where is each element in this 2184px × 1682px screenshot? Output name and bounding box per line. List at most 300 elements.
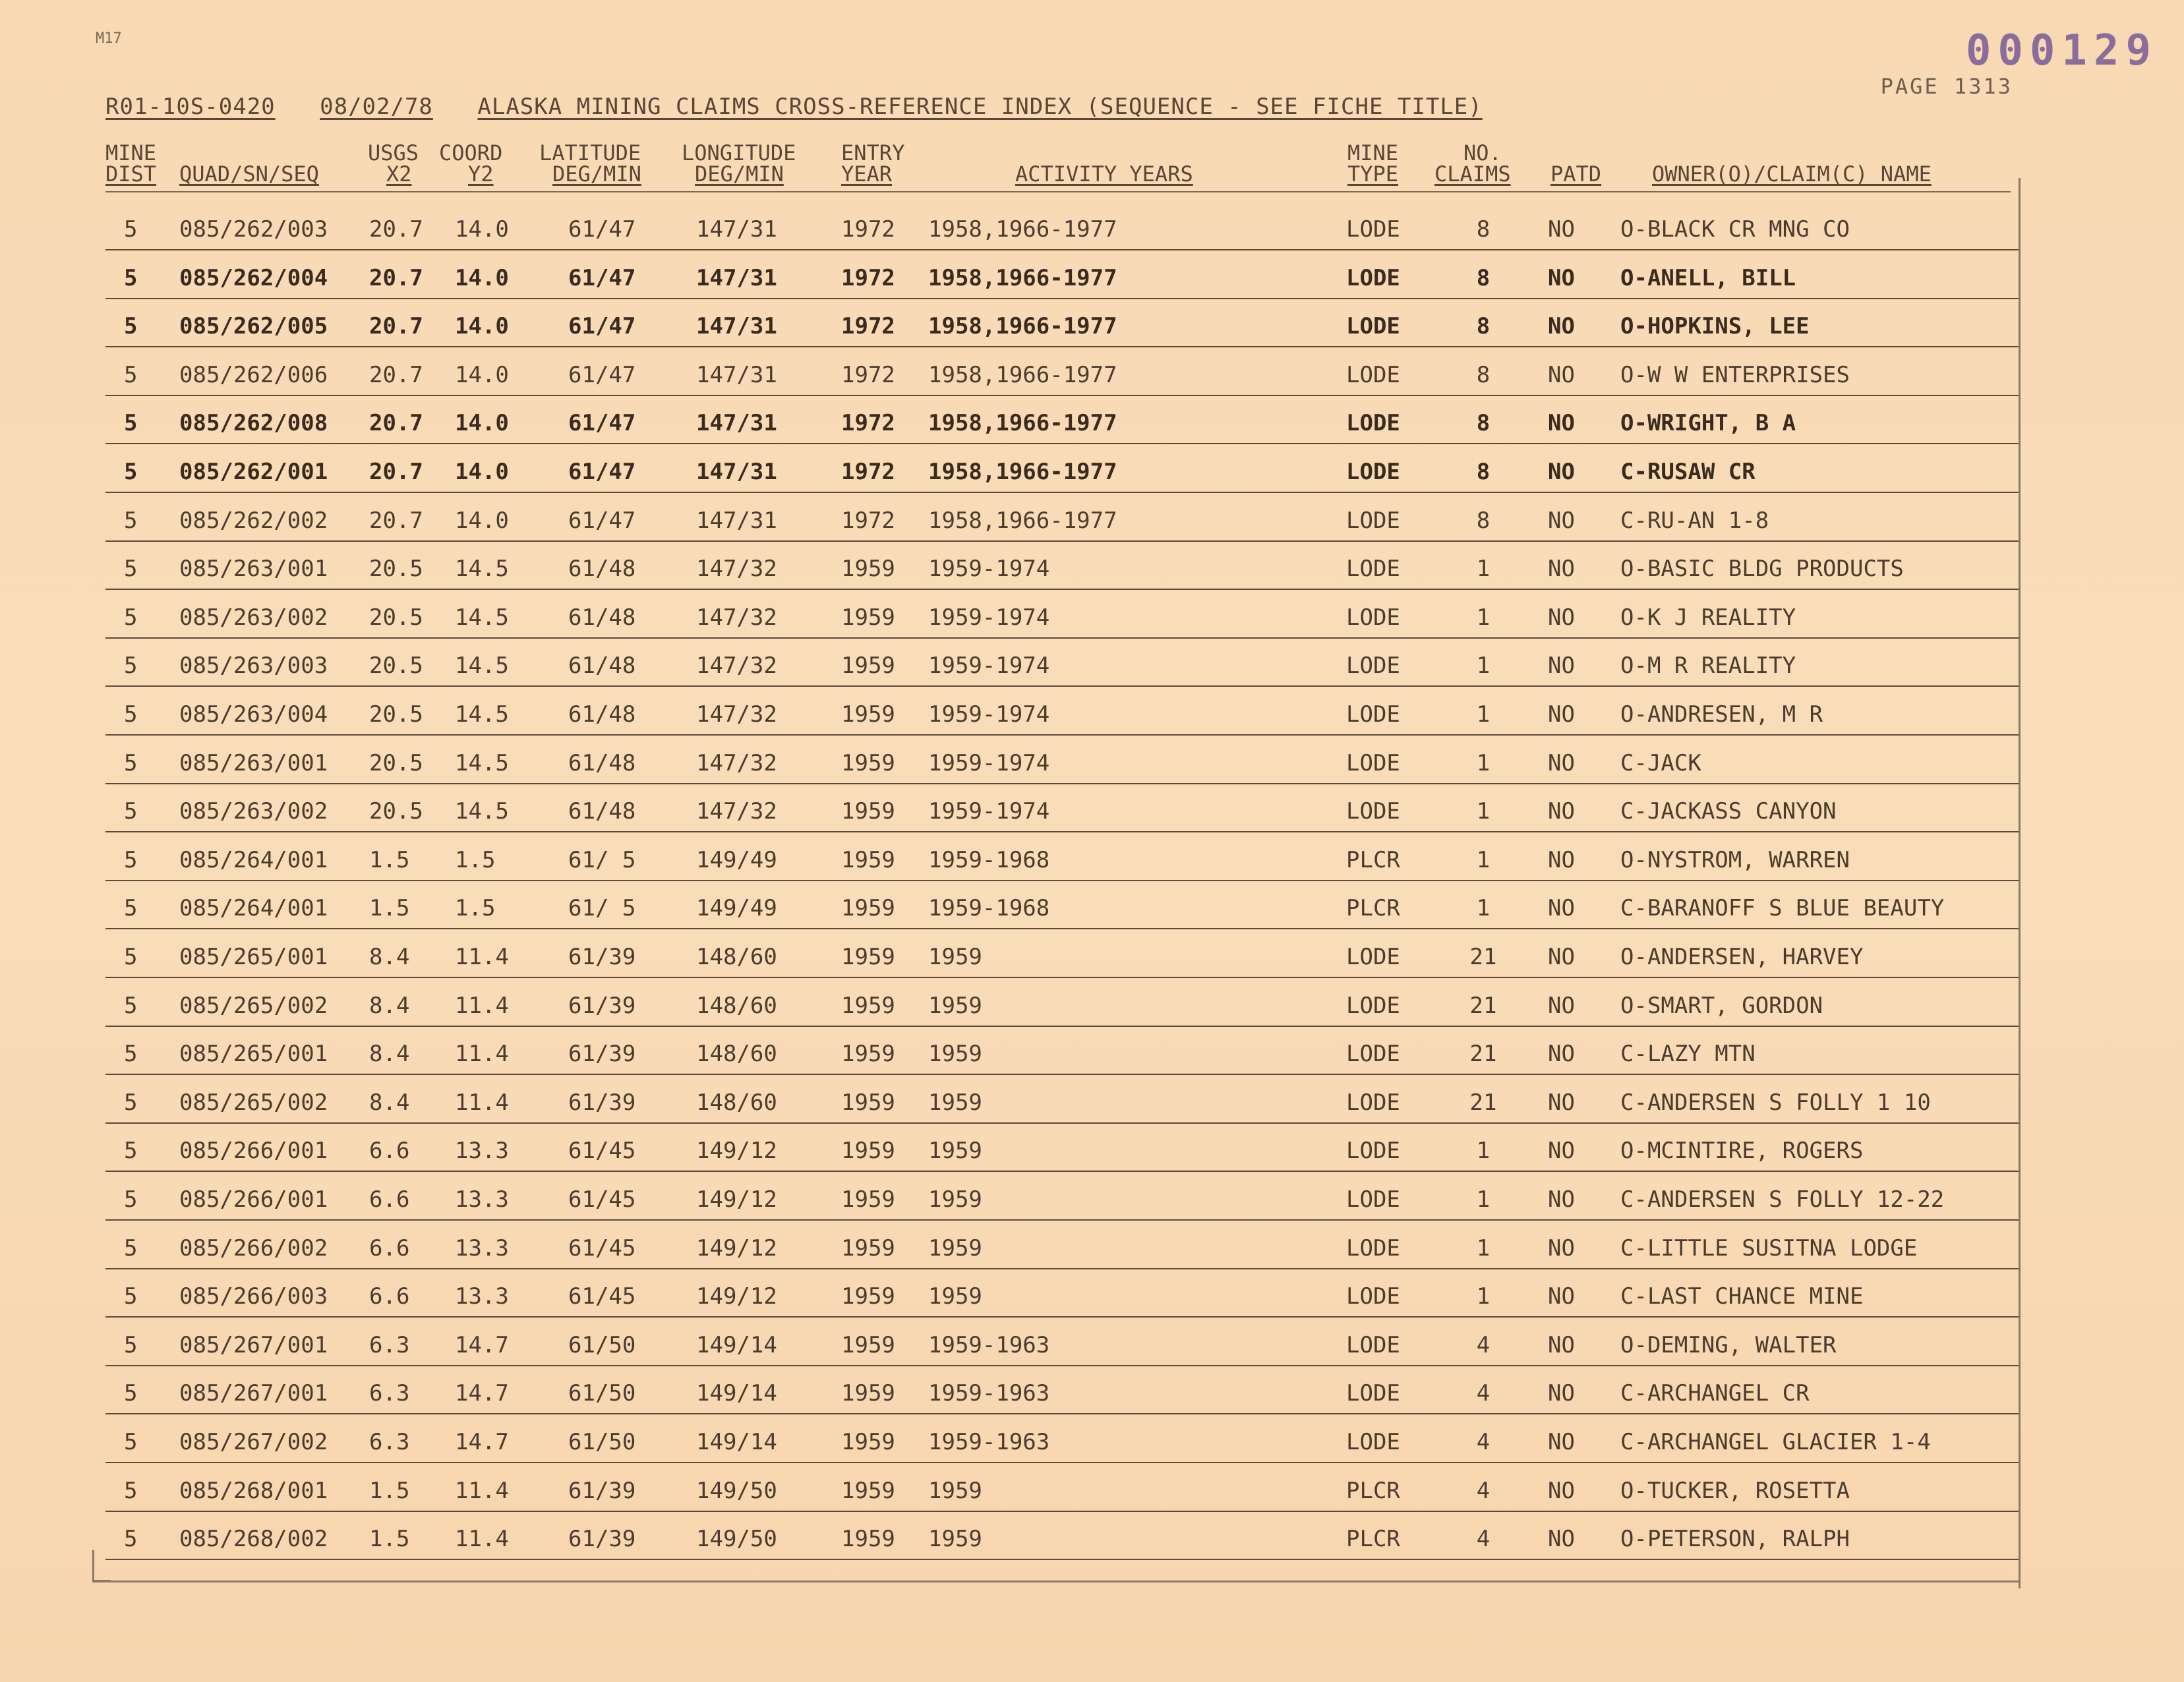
cell-patented: NO [1548, 313, 1575, 339]
cell-usgs-x2: 20.7 [369, 508, 423, 534]
cell-latitude: 61/ 5 [568, 847, 636, 873]
cell-usgs-x2: 1.5 [369, 1526, 410, 1552]
cell-quad-sn-seq: 085/266/001 [179, 1186, 328, 1213]
cell-longitude: 149/12 [696, 1138, 777, 1164]
cell-patented: NO [1548, 1429, 1575, 1455]
cell-no-claims: 1 [1476, 652, 1490, 679]
table-row [0, 1320, 2184, 1369]
cell-mine-dist: 5 [124, 1429, 138, 1455]
cell-mine-dist: 5 [124, 1235, 138, 1262]
cell-usgs-x2: 6.3 [369, 1429, 410, 1455]
colhead-latitude [539, 142, 641, 185]
cell-activity-years: 1959-1974 [928, 798, 1050, 825]
cell-coord-y2: 13.3 [455, 1186, 509, 1213]
cell-quad-sn-seq: 085/262/006 [179, 362, 328, 388]
cell-latitude: 61/47 [568, 508, 636, 534]
cell-latitude: 61/50 [568, 1332, 636, 1358]
cell-owner-claim-name: O-K J REALITY [1620, 604, 1796, 631]
table-row [0, 544, 2184, 593]
page-number: PAGE 1313 [1880, 74, 2013, 99]
cell-patented: NO [1548, 993, 1575, 1019]
cell-entry-year: 1959 [841, 1041, 895, 1067]
cell-coord-y2: 13.3 [455, 1138, 509, 1164]
cell-quad-sn-seq: 085/264/001 [179, 847, 328, 873]
cell-entry-year: 1972 [841, 459, 895, 485]
cell-entry-year: 1972 [841, 362, 895, 388]
cell-mine-type: LODE [1346, 410, 1400, 436]
colhead-longitude-2: DEG/MIN [695, 161, 784, 187]
cell-patented: NO [1548, 1041, 1575, 1067]
cell-coord-y2: 11.4 [455, 993, 509, 1019]
colhead-patd [1550, 142, 1601, 185]
cell-mine-type: LODE [1346, 1089, 1400, 1116]
colhead-quad-2: QUAD/SN/SEQ [179, 161, 319, 187]
cell-entry-year: 1972 [841, 216, 895, 243]
colhead-latitude-1: LATITUDE [539, 140, 641, 165]
cell-patented: NO [1548, 1138, 1575, 1164]
cell-mine-type: LODE [1346, 652, 1400, 679]
cell-longitude: 149/14 [696, 1429, 777, 1455]
cell-no-claims: 8 [1476, 459, 1490, 485]
cell-mine-type: PLCR [1346, 847, 1400, 873]
cell-owner-claim-name: O-TUCKER, ROSETTA [1620, 1478, 1850, 1504]
cell-usgs-x2: 20.5 [369, 652, 423, 679]
cell-entry-year: 1959 [841, 1526, 895, 1552]
cell-no-claims: 8 [1476, 265, 1490, 291]
colhead-latitude-2: DEG/MIN [552, 161, 641, 187]
cell-longitude: 148/60 [696, 1089, 777, 1116]
cell-mine-dist: 5 [124, 313, 138, 339]
cell-activity-years: 1959-1963 [928, 1429, 1050, 1455]
cell-owner-claim-name: O-ANDERSEN, HARVEY [1620, 944, 1864, 970]
cell-longitude: 148/60 [696, 993, 777, 1019]
frame-bottom-border [92, 1580, 2021, 1582]
cell-latitude: 61/48 [568, 556, 636, 582]
cell-activity-years: 1958,1966-1977 [928, 362, 1117, 388]
cell-mine-type: LODE [1346, 944, 1400, 970]
cell-mine-type: LODE [1346, 556, 1400, 582]
cell-no-claims: 4 [1476, 1429, 1490, 1455]
cell-coord-y2: 11.4 [455, 944, 509, 970]
cell-no-claims: 1 [1476, 604, 1490, 631]
cell-patented: NO [1548, 410, 1575, 436]
cell-coord-y2: 11.4 [455, 1041, 509, 1067]
cell-quad-sn-seq: 085/265/002 [179, 1089, 328, 1116]
cell-mine-type: PLCR [1346, 895, 1400, 921]
cell-usgs-x2: 20.5 [369, 750, 423, 776]
cell-owner-claim-name: O-PETERSON, RALPH [1620, 1526, 1850, 1552]
cell-longitude: 147/31 [696, 265, 777, 291]
cell-longitude: 149/14 [696, 1380, 777, 1406]
cell-mine-type: PLCR [1346, 1478, 1400, 1504]
report-id: R01-10S-0420 [105, 94, 276, 120]
cell-mine-dist: 5 [124, 798, 138, 825]
cell-mine-dist: 5 [124, 847, 138, 873]
cell-entry-year: 1959 [841, 556, 895, 582]
cell-activity-years: 1959-1974 [928, 750, 1050, 776]
table-row [0, 981, 2184, 1030]
cell-owner-claim-name: O-BASIC BLDG PRODUCTS [1620, 556, 1904, 582]
cell-patented: NO [1548, 216, 1575, 243]
cell-no-claims: 8 [1476, 216, 1490, 243]
cell-patented: NO [1548, 1526, 1575, 1552]
cell-patented: NO [1548, 1332, 1575, 1358]
cell-patented: NO [1548, 1380, 1575, 1406]
cell-longitude: 149/14 [696, 1332, 777, 1358]
cell-usgs-x2: 20.7 [369, 362, 423, 388]
colhead-mine-dist-2: DIST [105, 161, 157, 187]
cell-owner-claim-name: C-ANDERSEN S FOLLY 12-22 [1620, 1186, 1945, 1213]
cell-entry-year: 1959 [841, 1478, 895, 1504]
cell-activity-years: 1959 [928, 993, 982, 1019]
margin-mark: M17 [96, 30, 122, 47]
cell-coord-y2: 1.5 [455, 847, 496, 873]
cell-mine-dist: 5 [124, 1138, 138, 1164]
cell-coord-y2: 14.5 [455, 798, 509, 825]
cell-entry-year: 1972 [841, 313, 895, 339]
stamp-number: 000129 [1965, 26, 2158, 75]
cell-latitude: 61/47 [568, 410, 636, 436]
table-row [0, 1417, 2184, 1466]
cell-latitude: 61/ 5 [568, 895, 636, 921]
cell-activity-years: 1958,1966-1977 [928, 216, 1117, 243]
colhead-activity-years-2: ACTIVITY YEARS [1015, 161, 1193, 187]
cell-entry-year: 1972 [841, 508, 895, 534]
cell-mine-type: LODE [1346, 798, 1400, 825]
table-row [0, 932, 2184, 981]
cell-no-claims: 4 [1476, 1332, 1490, 1358]
cell-mine-type: LODE [1346, 1429, 1400, 1455]
cell-quad-sn-seq: 085/262/005 [179, 313, 328, 339]
cell-quad-sn-seq: 085/267/001 [179, 1380, 328, 1406]
cell-mine-type: LODE [1346, 1283, 1400, 1310]
cell-entry-year: 1959 [841, 1380, 895, 1406]
cell-longitude: 147/32 [696, 556, 777, 582]
cell-coord-y2: 13.3 [455, 1235, 509, 1262]
cell-longitude: 147/32 [696, 750, 777, 776]
cell-patented: NO [1548, 459, 1575, 485]
cell-mine-type: LODE [1346, 1041, 1400, 1067]
cell-latitude: 61/47 [568, 459, 636, 485]
colhead-longitude-1: LONGITUDE [682, 140, 796, 165]
cell-latitude: 61/39 [568, 1089, 636, 1116]
cell-coord-y2: 14.5 [455, 652, 509, 679]
cell-owner-claim-name: C-RUSAW CR [1620, 459, 1756, 485]
table-row [0, 1174, 2184, 1223]
cell-no-claims: 21 [1469, 1041, 1497, 1067]
cell-latitude: 61/48 [568, 750, 636, 776]
table-row [0, 1223, 2184, 1272]
cell-usgs-x2: 1.5 [369, 847, 410, 873]
cell-coord-y2: 14.7 [455, 1332, 509, 1358]
cell-quad-sn-seq: 085/262/002 [179, 508, 328, 534]
table-row [0, 398, 2184, 447]
cell-longitude: 149/49 [696, 895, 777, 921]
colhead-no-claims [1434, 142, 1511, 185]
cell-coord-y2: 14.5 [455, 556, 509, 582]
cell-latitude: 61/39 [568, 1526, 636, 1552]
cell-patented: NO [1548, 1235, 1575, 1262]
cell-owner-claim-name: O-ANELL, BILL [1620, 265, 1796, 291]
cell-owner-claim-name: O-BLACK CR MNG CO [1620, 216, 1850, 243]
table-row [0, 1126, 2184, 1174]
cell-quad-sn-seq: 085/263/004 [179, 701, 328, 728]
cell-usgs-x2: 20.7 [369, 265, 423, 291]
cell-entry-year: 1959 [841, 701, 895, 728]
cell-activity-years: 1959-1968 [928, 895, 1050, 921]
cell-latitude: 61/48 [568, 652, 636, 679]
cell-mine-dist: 5 [124, 895, 138, 921]
cell-usgs-x2: 20.7 [369, 313, 423, 339]
table-row [0, 1029, 2184, 1078]
table-row [0, 1271, 2184, 1320]
cell-longitude: 147/32 [696, 652, 777, 679]
cell-quad-sn-seq: 085/267/002 [179, 1429, 328, 1455]
cell-longitude: 147/31 [696, 216, 777, 243]
cell-entry-year: 1959 [841, 1186, 895, 1213]
colhead-mine-type-1: MINE [1347, 140, 1399, 165]
table-row [0, 1078, 2184, 1126]
colhead-longitude [682, 142, 796, 185]
colhead-usgs-2: X2 [386, 161, 412, 187]
cell-activity-years: 1959-1968 [928, 847, 1050, 873]
cell-patented: NO [1548, 556, 1575, 582]
cell-owner-claim-name: O-WRIGHT, B A [1620, 410, 1796, 436]
cell-quad-sn-seq: 085/262/001 [179, 459, 328, 485]
cell-owner-claim-name: O-HOPKINS, LEE [1620, 313, 1810, 339]
cell-no-claims: 1 [1476, 847, 1490, 873]
cell-mine-dist: 5 [124, 701, 138, 728]
cell-quad-sn-seq: 085/264/001 [179, 895, 328, 921]
cell-coord-y2: 14.0 [455, 410, 509, 436]
colhead-coord-2: Y2 [468, 161, 494, 187]
cell-usgs-x2: 1.5 [369, 1478, 410, 1504]
cell-longitude: 148/60 [696, 944, 777, 970]
cell-quad-sn-seq: 085/266/002 [179, 1235, 328, 1262]
table-row [0, 1514, 2184, 1563]
cell-owner-claim-name: C-LAST CHANCE MINE [1620, 1283, 1864, 1310]
colhead-owner-claim-2: OWNER(O)/CLAIM(C) NAME [1652, 161, 1932, 187]
cell-mine-dist: 5 [124, 944, 138, 970]
colhead-coord [439, 142, 502, 185]
cell-patented: NO [1548, 508, 1575, 534]
table-row [0, 883, 2184, 932]
cell-mine-type: LODE [1346, 1186, 1400, 1213]
cell-patented: NO [1548, 1186, 1575, 1213]
cell-entry-year: 1959 [841, 1283, 895, 1310]
cell-mine-type: LODE [1346, 1138, 1400, 1164]
cell-owner-claim-name: O-MCINTIRE, ROGERS [1620, 1138, 1864, 1164]
colhead-entry-year [841, 142, 904, 185]
cell-no-claims: 8 [1476, 362, 1490, 388]
cell-no-claims: 1 [1476, 1235, 1490, 1262]
cell-activity-years: 1959 [928, 1138, 982, 1164]
cell-quad-sn-seq: 085/263/001 [179, 556, 328, 582]
table-row [0, 1466, 2184, 1515]
cell-activity-years: 1958,1966-1977 [928, 459, 1117, 485]
cell-activity-years: 1959-1974 [928, 652, 1050, 679]
cell-owner-claim-name: O-NYSTROM, WARREN [1620, 847, 1850, 873]
cell-owner-claim-name: O-W W ENTERPRISES [1620, 362, 1850, 388]
cell-patented: NO [1548, 1478, 1575, 1504]
cell-coord-y2: 14.5 [455, 750, 509, 776]
cell-entry-year: 1959 [841, 604, 895, 631]
frame-right-border [2019, 178, 2021, 1588]
cell-owner-claim-name: C-JACKASS CANYON [1620, 798, 1837, 825]
cell-coord-y2: 14.0 [455, 362, 509, 388]
cell-longitude: 147/31 [696, 410, 777, 436]
colhead-no-claims-1: NO. [1463, 140, 1502, 165]
table-row [0, 641, 2184, 689]
cell-activity-years: 1959 [928, 1089, 982, 1116]
cell-usgs-x2: 6.6 [369, 1235, 410, 1262]
cell-no-claims: 21 [1469, 944, 1497, 970]
cell-no-claims: 4 [1476, 1380, 1490, 1406]
cell-latitude: 61/39 [568, 1041, 636, 1067]
cell-activity-years: 1959-1974 [928, 604, 1050, 631]
cell-latitude: 61/47 [568, 362, 636, 388]
cell-longitude: 147/32 [696, 798, 777, 825]
cell-latitude: 61/48 [568, 798, 636, 825]
cell-no-claims: 4 [1476, 1526, 1490, 1552]
cell-latitude: 61/45 [568, 1138, 636, 1164]
cell-owner-claim-name: C-ARCHANGEL GLACIER 1-4 [1620, 1429, 1931, 1455]
cell-quad-sn-seq: 085/263/002 [179, 798, 328, 825]
cell-coord-y2: 11.4 [455, 1089, 509, 1116]
cell-patented: NO [1548, 652, 1575, 679]
cell-patented: NO [1548, 798, 1575, 825]
cell-usgs-x2: 6.6 [369, 1283, 410, 1310]
frame-corner-mark-foot [92, 1580, 111, 1582]
cell-latitude: 61/39 [568, 993, 636, 1019]
cell-mine-dist: 5 [124, 652, 138, 679]
cell-longitude: 149/12 [696, 1186, 777, 1213]
colhead-entry-year-1: ENTRY [841, 140, 905, 165]
cell-patented: NO [1548, 362, 1575, 388]
cell-activity-years: 1958,1966-1977 [928, 265, 1117, 291]
colhead-mine-type-2: TYPE [1347, 161, 1399, 187]
cell-quad-sn-seq: 085/263/003 [179, 652, 328, 679]
cell-no-claims: 8 [1476, 410, 1490, 436]
cell-owner-claim-name: C-LAZY MTN [1620, 1041, 1756, 1067]
cell-no-claims: 4 [1476, 1478, 1490, 1504]
cell-mine-type: PLCR [1346, 1526, 1400, 1552]
cell-usgs-x2: 6.6 [369, 1138, 410, 1164]
cell-latitude: 61/45 [568, 1283, 636, 1310]
cell-longitude: 148/60 [696, 1041, 777, 1067]
cell-coord-y2: 14.0 [455, 216, 509, 243]
cell-quad-sn-seq: 085/265/001 [179, 1041, 328, 1067]
colhead-usgs-1: USGS [368, 140, 419, 165]
cell-longitude: 147/32 [696, 604, 777, 631]
cell-quad-sn-seq: 085/263/001 [179, 750, 328, 776]
cell-mine-type: LODE [1346, 508, 1400, 534]
cell-no-claims: 8 [1476, 313, 1490, 339]
cell-longitude: 147/31 [696, 313, 777, 339]
cell-longitude: 149/50 [696, 1478, 777, 1504]
report-date: 08/02/78 [320, 94, 433, 120]
cell-mine-dist: 5 [124, 362, 138, 388]
cell-quad-sn-seq: 085/267/001 [179, 1332, 328, 1358]
cell-no-claims: 1 [1476, 1186, 1490, 1213]
cell-patented: NO [1548, 895, 1575, 921]
cell-longitude: 149/50 [696, 1526, 777, 1552]
cell-owner-claim-name: C-LITTLE SUSITNA LODGE [1620, 1235, 1918, 1262]
cell-mine-dist: 5 [124, 1186, 138, 1213]
table-row [0, 204, 2184, 253]
colhead-mine-dist [105, 142, 156, 185]
cell-entry-year: 1959 [841, 1235, 895, 1262]
cell-mine-dist: 5 [124, 265, 138, 291]
cell-longitude: 149/12 [696, 1235, 777, 1262]
cell-activity-years: 1958,1966-1977 [928, 508, 1117, 534]
cell-mine-type: LODE [1346, 1380, 1400, 1406]
table-row [0, 593, 2184, 641]
cell-latitude: 61/50 [568, 1380, 636, 1406]
cell-activity-years: 1959 [928, 1478, 982, 1504]
cell-usgs-x2: 20.5 [369, 604, 423, 631]
cell-mine-dist: 5 [124, 1089, 138, 1116]
cell-no-claims: 21 [1469, 1089, 1497, 1116]
cell-mine-type: LODE [1346, 265, 1400, 291]
colhead-mine-type [1347, 142, 1398, 185]
cell-no-claims: 1 [1476, 1138, 1490, 1164]
cell-owner-claim-name: C-BARANOFF S BLUE BEAUTY [1620, 895, 1945, 921]
cell-activity-years: 1959 [928, 944, 982, 970]
cell-owner-claim-name: O-SMART, GORDON [1620, 993, 1823, 1019]
cell-activity-years: 1959-1963 [928, 1332, 1050, 1358]
header-rule [105, 191, 2011, 192]
cell-latitude: 61/39 [568, 1478, 636, 1504]
report-header [105, 94, 1513, 120]
cell-owner-claim-name: C-JACK [1620, 750, 1701, 776]
cell-usgs-x2: 20.7 [369, 216, 423, 243]
cell-entry-year: 1959 [841, 1089, 895, 1116]
cell-quad-sn-seq: 085/265/002 [179, 993, 328, 1019]
cell-entry-year: 1959 [841, 1332, 895, 1358]
cell-usgs-x2: 6.3 [369, 1380, 410, 1406]
cell-mine-dist: 5 [124, 410, 138, 436]
cell-latitude: 61/50 [568, 1429, 636, 1455]
cell-patented: NO [1548, 701, 1575, 728]
cell-usgs-x2: 8.4 [369, 944, 410, 970]
cell-usgs-x2: 6.3 [369, 1332, 410, 1358]
table-row [0, 447, 2184, 496]
cell-no-claims: 1 [1476, 556, 1490, 582]
cell-activity-years: 1959-1974 [928, 556, 1050, 582]
cell-no-claims: 1 [1476, 798, 1490, 825]
cell-quad-sn-seq: 085/266/003 [179, 1283, 328, 1310]
cell-activity-years: 1959 [928, 1041, 982, 1067]
cell-owner-claim-name: C-RU-AN 1-8 [1620, 508, 1769, 534]
table-row [0, 496, 2184, 544]
colhead-coord-1: COORD [439, 140, 503, 165]
table-row [0, 301, 2184, 350]
cell-longitude: 147/31 [696, 508, 777, 534]
cell-owner-claim-name: O-M R REALITY [1620, 652, 1796, 679]
cell-latitude: 61/48 [568, 701, 636, 728]
cell-entry-year: 1972 [841, 410, 895, 436]
cell-patented: NO [1548, 944, 1575, 970]
cell-coord-y2: 11.4 [455, 1478, 509, 1504]
cell-coord-y2: 14.7 [455, 1380, 509, 1406]
cell-activity-years: 1958,1966-1977 [928, 313, 1117, 339]
cell-patented: NO [1548, 1283, 1575, 1310]
cell-mine-dist: 5 [124, 1041, 138, 1067]
cell-activity-years: 1959 [928, 1186, 982, 1213]
cell-owner-claim-name: C-ANDERSEN S FOLLY 1 10 [1620, 1089, 1931, 1116]
cell-latitude: 61/47 [568, 313, 636, 339]
